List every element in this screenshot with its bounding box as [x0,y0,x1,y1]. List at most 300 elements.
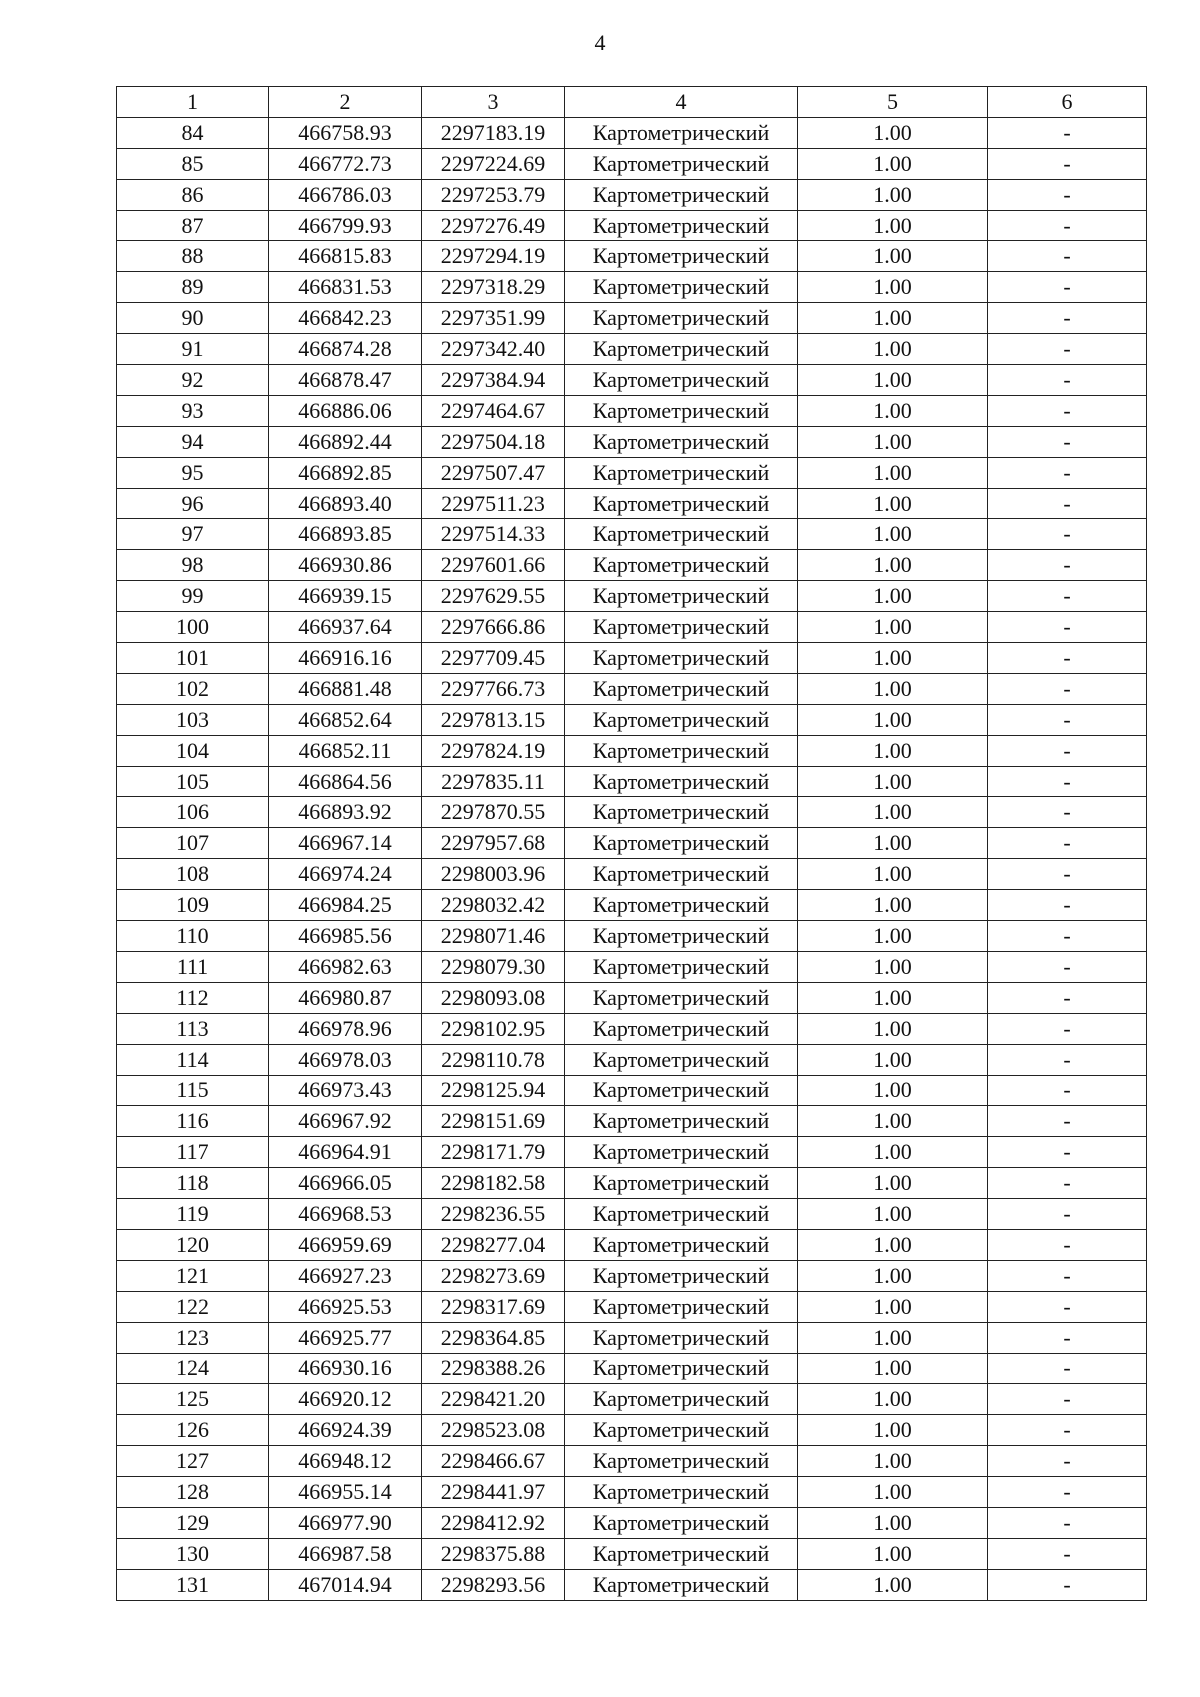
table-cell: - [988,735,1147,766]
table-cell: 106 [117,797,269,828]
table-cell: 129 [117,1507,269,1538]
table-row [117,1137,1147,1168]
table-cell: 1.00 [798,766,988,797]
table-row [117,581,1147,612]
table-cell: Картометрический [565,1075,798,1106]
table-cell: 1.00 [798,1013,988,1044]
table-body [117,87,1147,1601]
table-cell: - [988,1569,1147,1600]
table-row [117,457,1147,488]
table-cell: Картометрический [565,982,798,1013]
table-row [117,890,1147,921]
table-cell: 466977.90 [269,1507,422,1538]
table-row [117,797,1147,828]
table-cell: - [988,581,1147,612]
table-cell: Картометрический [565,1569,798,1600]
table-row [117,1353,1147,1384]
table-cell: 91 [117,334,269,365]
table-cell: - [988,1199,1147,1230]
table-cell: 130 [117,1538,269,1569]
table-cell: - [988,1260,1147,1291]
table-cell: 2297384.94 [422,365,565,396]
table-row [117,1291,1147,1322]
table-cell: 466964.91 [269,1137,422,1168]
table-row [117,1168,1147,1199]
table-cell: - [988,395,1147,426]
table-cell: 466852.11 [269,735,422,766]
table-row [117,303,1147,334]
table-cell: Картометрический [565,1013,798,1044]
table-cell: Картометрический [565,117,798,148]
table-cell: 466924.39 [269,1415,422,1446]
table-cell: 88 [117,241,269,272]
table-cell: 118 [117,1168,269,1199]
table-cell: Картометрический [565,272,798,303]
table-cell: 2298273.69 [422,1260,565,1291]
table-cell: 2298102.95 [422,1013,565,1044]
coordinates-table [116,86,1147,1601]
table-cell: 2297511.23 [422,488,565,519]
table-cell: - [988,519,1147,550]
table-cell: 2298364.85 [422,1322,565,1353]
table-cell: Картометрический [565,1477,798,1508]
table-row [117,334,1147,365]
table-cell: 466948.12 [269,1446,422,1477]
table-cell: Картометрический [565,241,798,272]
table-cell: 2298003.96 [422,859,565,890]
table-cell: 2297224.69 [422,148,565,179]
table-cell: 113 [117,1013,269,1044]
table-cell: 1.00 [798,1106,988,1137]
table-cell: 466881.48 [269,673,422,704]
table-row [117,612,1147,643]
table-cell: 1.00 [798,1075,988,1106]
header-cell: 5 [798,87,988,118]
table-cell: - [988,210,1147,241]
table-row [117,673,1147,704]
table-cell: 1.00 [798,303,988,334]
table-cell: 2298236.55 [422,1199,565,1230]
table-cell: 2297276.49 [422,210,565,241]
table-cell: Картометрический [565,1137,798,1168]
table-cell: - [988,951,1147,982]
table-cell: 101 [117,643,269,674]
table-cell: - [988,766,1147,797]
table-row [117,148,1147,179]
table-cell: 131 [117,1569,269,1600]
table-row [117,982,1147,1013]
table-cell: Картометрический [565,395,798,426]
table-cell: 1.00 [798,1044,988,1075]
table-cell: 466893.92 [269,797,422,828]
table-cell: 119 [117,1199,269,1230]
table-cell: 95 [117,457,269,488]
table-cell: - [988,1044,1147,1075]
table-cell: 89 [117,272,269,303]
table-cell: - [988,1075,1147,1106]
table-cell: 87 [117,210,269,241]
table-cell: 466987.58 [269,1538,422,1569]
table-cell: 467014.94 [269,1569,422,1600]
table-cell: 466927.23 [269,1260,422,1291]
table-cell: - [988,550,1147,581]
table-cell: Картометрический [565,1353,798,1384]
table-cell: 1.00 [798,1415,988,1446]
table-cell: Картометрический [565,612,798,643]
table-row [117,766,1147,797]
table-cell: 1.00 [798,1137,988,1168]
table-cell: 125 [117,1384,269,1415]
table-cell: 2297601.66 [422,550,565,581]
table-cell: 466920.12 [269,1384,422,1415]
table-cell: 466772.73 [269,148,422,179]
table-cell: 2297504.18 [422,426,565,457]
table-cell: - [988,612,1147,643]
table-row [117,272,1147,303]
table-cell: 2298523.08 [422,1415,565,1446]
table-row [117,117,1147,148]
table-cell: 466852.64 [269,704,422,735]
table-cell: Картометрический [565,1507,798,1538]
table-row [117,859,1147,890]
table-row [117,1477,1147,1508]
table-cell: 109 [117,890,269,921]
table-cell: 466886.06 [269,395,422,426]
table-cell: 128 [117,1477,269,1508]
table-cell: 1.00 [798,1353,988,1384]
table-cell: - [988,179,1147,210]
table-row [117,426,1147,457]
table-cell: 1.00 [798,334,988,365]
table-cell: Картометрический [565,859,798,890]
table-cell: Картометрический [565,1260,798,1291]
table-cell: 1.00 [798,951,988,982]
table-cell: 84 [117,117,269,148]
table-cell: 2297318.29 [422,272,565,303]
table-cell: 104 [117,735,269,766]
table-cell: - [988,673,1147,704]
table-cell: 122 [117,1291,269,1322]
table-cell: Картометрический [565,210,798,241]
table-cell: 2297766.73 [422,673,565,704]
table-cell: 2298125.94 [422,1075,565,1106]
table-cell: 2298375.88 [422,1538,565,1569]
table-cell: 107 [117,828,269,859]
table-cell: - [988,1106,1147,1137]
table-cell: 92 [117,365,269,396]
header-cell: 1 [117,87,269,118]
table-cell: Картометрический [565,643,798,674]
table-cell: 93 [117,395,269,426]
header-cell: 4 [565,87,798,118]
table-row [117,1013,1147,1044]
table-cell: 1.00 [798,488,988,519]
table-row [117,1229,1147,1260]
table-cell: 2297351.99 [422,303,565,334]
table-cell: Картометрический [565,1229,798,1260]
table-cell: Картометрический [565,1044,798,1075]
table-cell: - [988,148,1147,179]
table-row [117,519,1147,550]
table-row [117,1106,1147,1137]
table-row [117,1384,1147,1415]
table-cell: Картометрический [565,457,798,488]
table-cell: 1.00 [798,1507,988,1538]
table-cell: 466980.87 [269,982,422,1013]
table-cell: 2298182.58 [422,1168,565,1199]
table-cell: Картометрический [565,1446,798,1477]
table-cell: 114 [117,1044,269,1075]
table-cell: 466973.43 [269,1075,422,1106]
table-cell: 2298032.42 [422,890,565,921]
table-cell: Картометрический [565,890,798,921]
table-cell: 117 [117,1137,269,1168]
table-cell: 466874.28 [269,334,422,365]
table-cell: Картометрический [565,828,798,859]
table-cell: 1.00 [798,1291,988,1322]
table-cell: 466984.25 [269,890,422,921]
table-cell: 105 [117,766,269,797]
table-cell: 103 [117,704,269,735]
table-cell: 96 [117,488,269,519]
table-cell: 2297813.15 [422,704,565,735]
table-cell: - [988,1013,1147,1044]
table-cell: - [988,488,1147,519]
table-cell: 2298466.67 [422,1446,565,1477]
table-cell: 1.00 [798,179,988,210]
table-row [117,395,1147,426]
table-cell: Картометрический [565,704,798,735]
table-cell: 1.00 [798,612,988,643]
table-cell: 466967.14 [269,828,422,859]
table-cell: 123 [117,1322,269,1353]
table-cell: 1.00 [798,426,988,457]
table-cell: 2298093.08 [422,982,565,1013]
table-cell: 1.00 [798,797,988,828]
table-cell: 1.00 [798,1322,988,1353]
table-cell: 466937.64 [269,612,422,643]
table-row [117,1322,1147,1353]
table-cell: 2297342.40 [422,334,565,365]
table-cell: - [988,1137,1147,1168]
table-row [117,1260,1147,1291]
table-cell: 1.00 [798,921,988,952]
table-cell: 466892.44 [269,426,422,457]
table-row [117,1415,1147,1446]
table-row [117,365,1147,396]
table-cell: 86 [117,179,269,210]
table-cell: - [988,643,1147,674]
table-cell: 2297709.45 [422,643,565,674]
table-row [117,1507,1147,1538]
table-cell: 2298421.20 [422,1384,565,1415]
table-row [117,643,1147,674]
table-row [117,1199,1147,1230]
table-cell: 466985.56 [269,921,422,952]
table-cell: Картометрический [565,365,798,396]
table-cell: Картометрический [565,766,798,797]
table-cell: 466815.83 [269,241,422,272]
table-cell: 1.00 [798,519,988,550]
table-cell: - [988,457,1147,488]
table-cell: 124 [117,1353,269,1384]
table-cell: - [988,1168,1147,1199]
table-cell: - [988,921,1147,952]
table-cell: 1.00 [798,148,988,179]
table-cell: 466968.53 [269,1199,422,1230]
table-cell: 116 [117,1106,269,1137]
table-cell: 2298293.56 [422,1569,565,1600]
table-cell: 2297183.19 [422,117,565,148]
table-cell: Картометрический [565,1199,798,1230]
table-cell: 1.00 [798,1446,988,1477]
table-header-row [117,87,1147,118]
table-cell: Картометрический [565,488,798,519]
table-cell: 2298412.92 [422,1507,565,1538]
table-cell: Картометрический [565,1384,798,1415]
table-cell: 2297464.67 [422,395,565,426]
table-row [117,828,1147,859]
table-cell: 466758.93 [269,117,422,148]
table-cell: 466978.03 [269,1044,422,1075]
table-cell: 466878.47 [269,365,422,396]
table-cell: 2297514.33 [422,519,565,550]
table-cell: - [988,1415,1147,1446]
table-row [117,210,1147,241]
table-cell: Картометрический [565,1168,798,1199]
table-row [117,550,1147,581]
table-cell: 1.00 [798,272,988,303]
table-cell: 1.00 [798,550,988,581]
table-cell: 100 [117,612,269,643]
table-cell: 97 [117,519,269,550]
table-cell: 466930.16 [269,1353,422,1384]
table-cell: 466831.53 [269,272,422,303]
table-cell: 1.00 [798,457,988,488]
table-cell: 1.00 [798,1384,988,1415]
table-cell: 121 [117,1260,269,1291]
table-cell: 466892.85 [269,457,422,488]
table-cell: 2298441.97 [422,1477,565,1508]
table-cell: 466967.92 [269,1106,422,1137]
table-cell: 466893.40 [269,488,422,519]
table-cell: 2297870.55 [422,797,565,828]
table-cell: 120 [117,1229,269,1260]
table-row [117,1569,1147,1600]
table-cell: 1.00 [798,117,988,148]
table-cell: 102 [117,673,269,704]
table-cell: Картометрический [565,550,798,581]
table-cell: 466978.96 [269,1013,422,1044]
table-cell: Картометрический [565,334,798,365]
table-cell: Картометрический [565,1538,798,1569]
table-cell: 108 [117,859,269,890]
table-cell: 1.00 [798,982,988,1013]
table-cell: - [988,1384,1147,1415]
table-cell: 2297666.86 [422,612,565,643]
table-cell: 466786.03 [269,179,422,210]
table-cell: 1.00 [798,365,988,396]
table-cell: 466974.24 [269,859,422,890]
table-cell: 1.00 [798,1199,988,1230]
table-cell: Картометрический [565,1106,798,1137]
table-cell: 466966.05 [269,1168,422,1199]
table-cell: - [988,426,1147,457]
table-cell: 466842.23 [269,303,422,334]
table-cell: - [988,859,1147,890]
table-cell: 1.00 [798,241,988,272]
header-cell: 3 [422,87,565,118]
header-cell: 6 [988,87,1147,118]
table-cell: 2297835.11 [422,766,565,797]
table-cell: Картометрический [565,1291,798,1322]
table-cell: 2297294.19 [422,241,565,272]
table-cell: 112 [117,982,269,1013]
table-cell: 1.00 [798,1229,988,1260]
table-row [117,735,1147,766]
table-cell: 2297253.79 [422,179,565,210]
table-cell: Картометрический [565,148,798,179]
page-number: 4 [594,30,606,55]
table-row [117,1538,1147,1569]
table-cell: - [988,1507,1147,1538]
table-cell: 1.00 [798,828,988,859]
table-cell: 1.00 [798,1260,988,1291]
table-cell: 111 [117,951,269,982]
table-row [117,241,1147,272]
table-cell: Картометрический [565,951,798,982]
table-cell: 1.00 [798,581,988,612]
table-row [117,1075,1147,1106]
table-cell: 85 [117,148,269,179]
table-cell: - [988,982,1147,1013]
table-cell: Картометрический [565,179,798,210]
table-cell: Картометрический [565,1415,798,1446]
table-cell: 466799.93 [269,210,422,241]
table-cell: 1.00 [798,643,988,674]
table-cell: 2297957.68 [422,828,565,859]
table-cell: Картометрический [565,303,798,334]
table-cell: 115 [117,1075,269,1106]
table-cell: 1.00 [798,673,988,704]
table-cell: 98 [117,550,269,581]
table-cell: 2298079.30 [422,951,565,982]
table-cell: Картометрический [565,581,798,612]
table-cell: - [988,828,1147,859]
table-cell: - [988,797,1147,828]
table-cell: 1.00 [798,1168,988,1199]
table-row [117,1446,1147,1477]
table-cell: 466925.77 [269,1322,422,1353]
table-cell: - [988,890,1147,921]
table-cell: 2298171.79 [422,1137,565,1168]
table-cell: - [988,334,1147,365]
table-cell: - [988,704,1147,735]
table-cell: 466930.86 [269,550,422,581]
table-cell: 90 [117,303,269,334]
table-cell: 1.00 [798,1569,988,1600]
table-row [117,921,1147,952]
table-cell: 2298151.69 [422,1106,565,1137]
table-cell: - [988,1322,1147,1353]
header-cell: 2 [269,87,422,118]
table-cell: 2298388.26 [422,1353,565,1384]
table-cell: 1.00 [798,859,988,890]
table-cell: Картометрический [565,921,798,952]
table-cell: 466893.85 [269,519,422,550]
table-cell: 126 [117,1415,269,1446]
table-cell: 110 [117,921,269,952]
